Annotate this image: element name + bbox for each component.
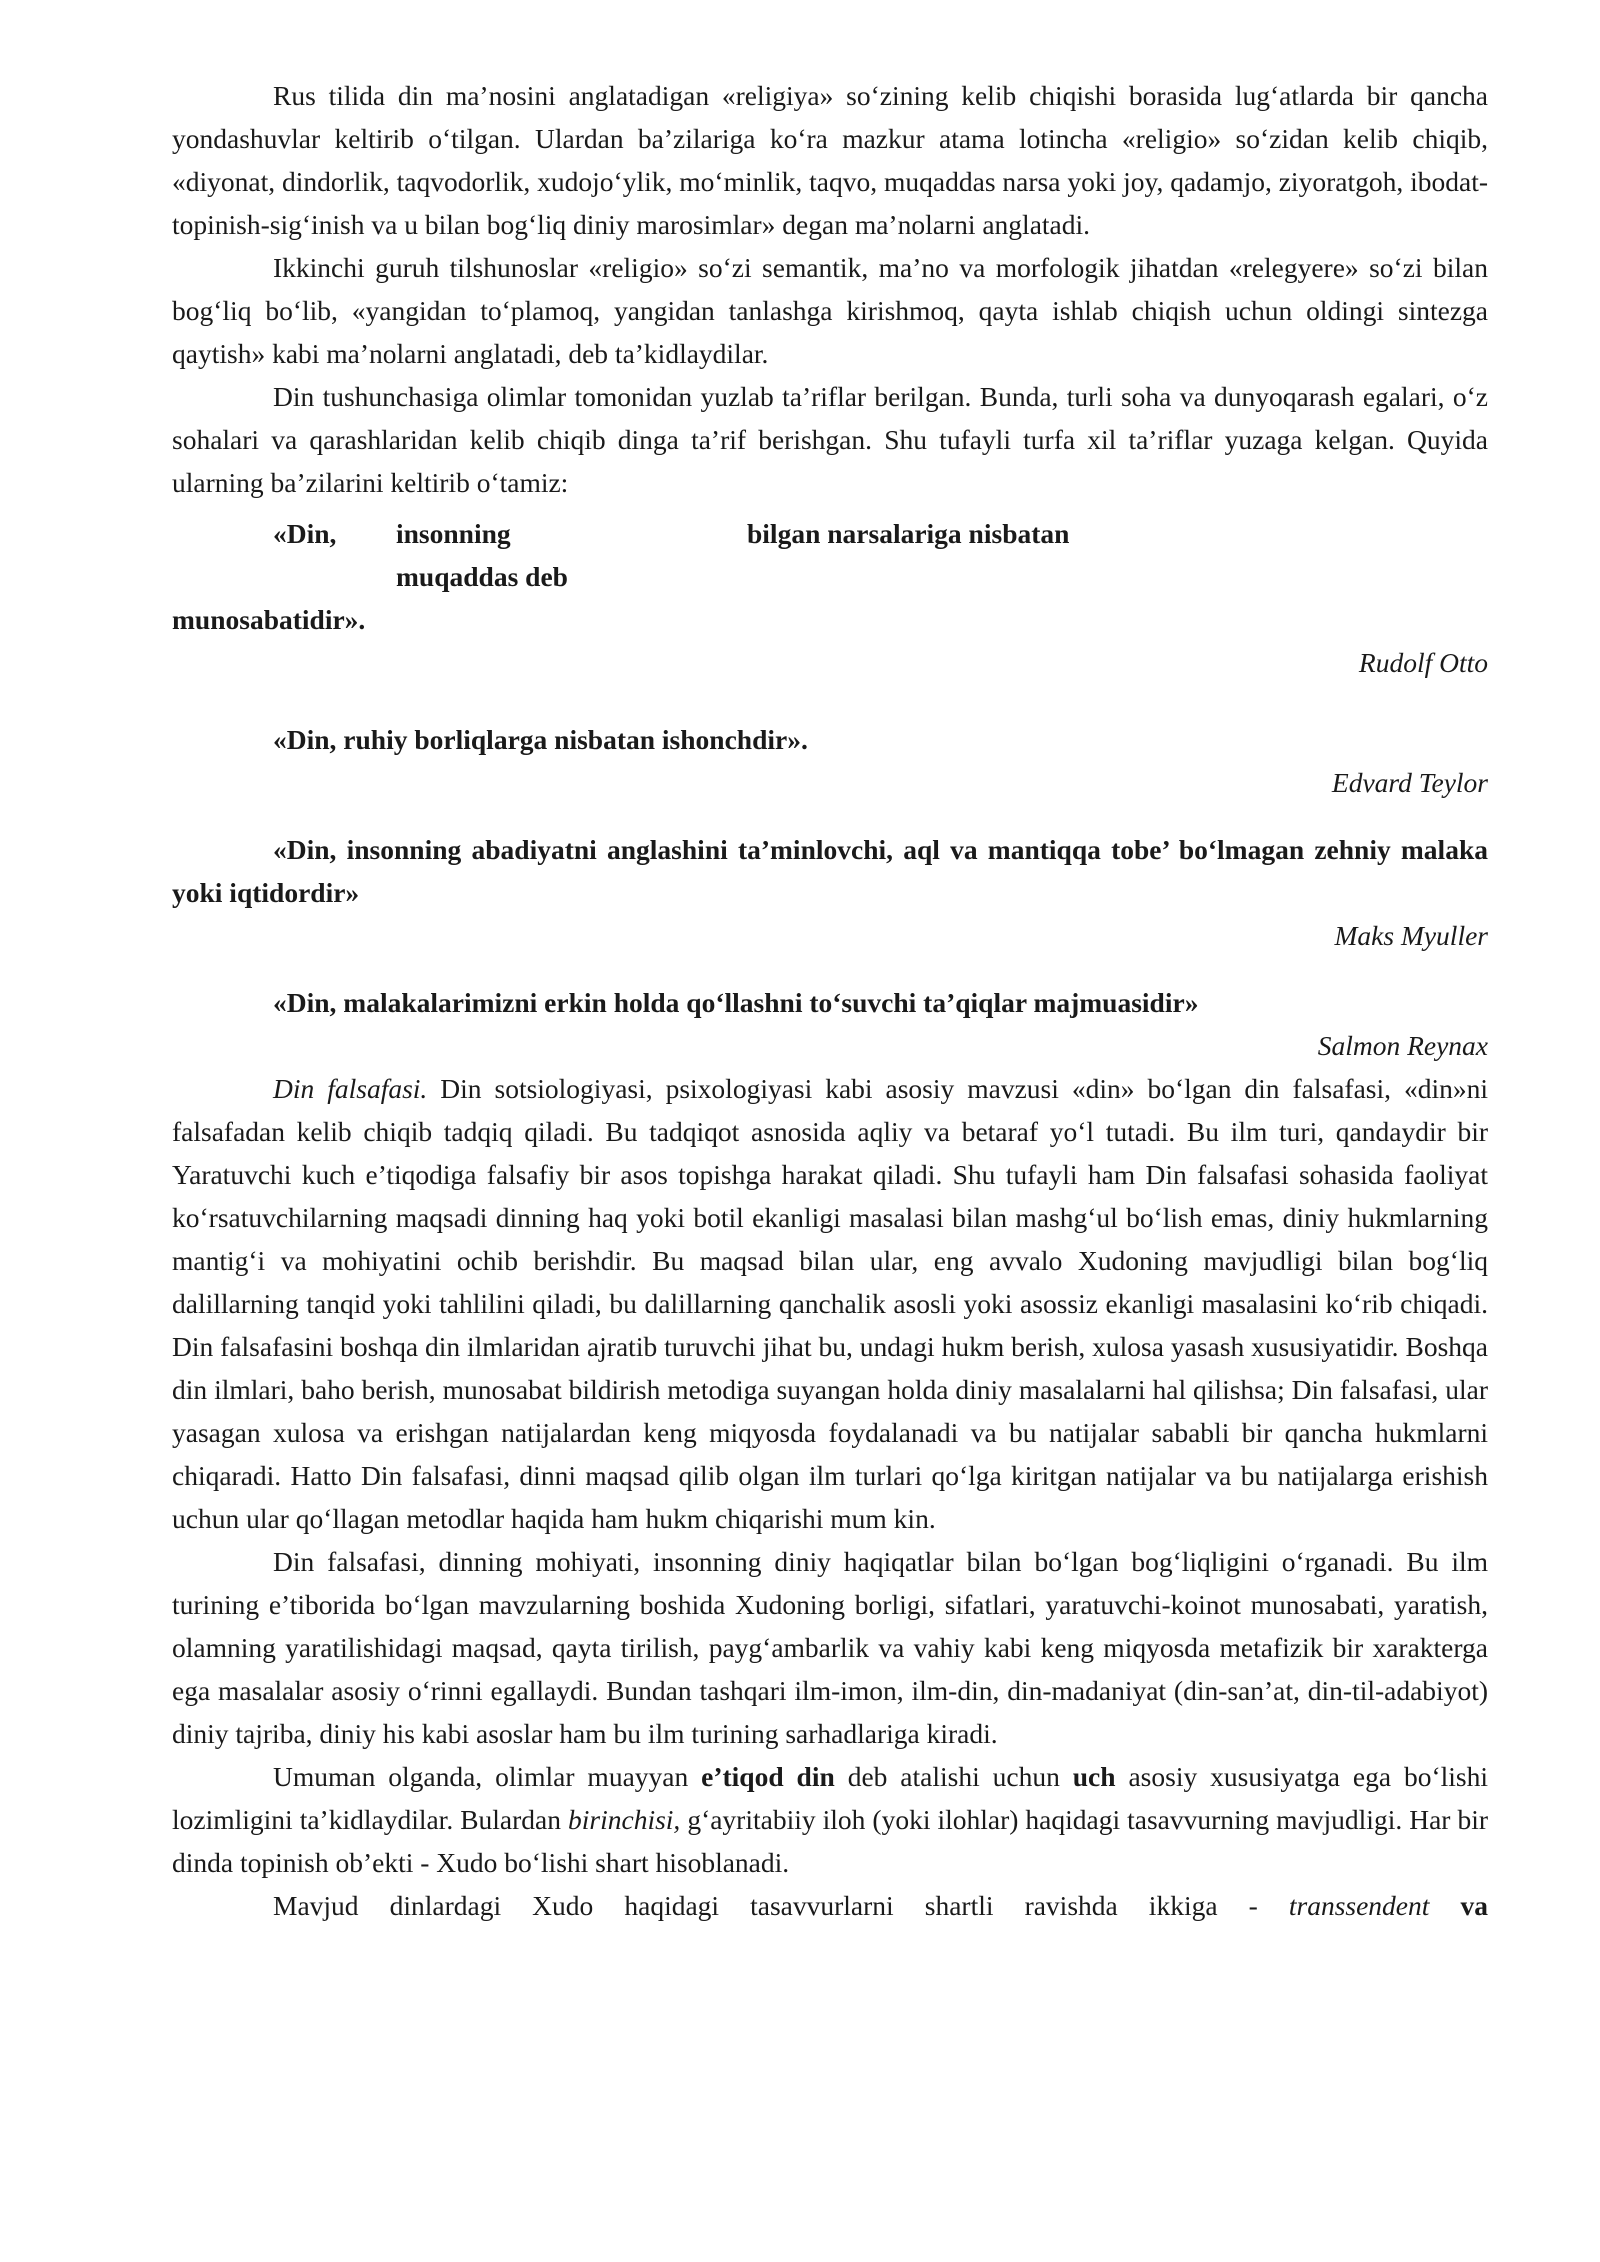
din-falsafasi-body: Din sotsiologiyasi, psixologiyasi kabi asosiy mavzusi «din» bo‘lgan din falsafasi, «din»ni falsafadan kelib chiqib tadqiq qiladi. Bu tadqiqot asnosida aqliy va betaraf yo‘l tutadi. Bu ilm turi, qandaydir bir Yaratuvchi kuch e’tiqodiga falsafiy bir asos topishga harakat qiladi. Shu tufayli ham Din falsafasi sohasida faoliyat ko‘rsatuvchilarning maqsadi dinning haq yoki botil ekanligi masalasi bilan mashg‘ul bo‘lish emas, diniy hukmlarning mantig‘i va mohiyatini ochib berishdir. Bu maqsad bilan ular, eng avvalo Xudoning mavjudligi bilan bog‘liq dalillarning tanqid yoki tahlilini qiladi, bu dalillarning qanchalik asosli yoki asossiz ekanligi masalasini ko‘rib chiqadi. Din falsafasini boshqa din ilmlaridan ajratib turuvchi jihat bu, undagi hukm berish, xulosa yasash xususiyatidir. Boshqa din ilmlari, baho berish, munosabat bildirish metodiga suyangan holda diniy masalalarni hal qilishsa; Din falsafasi, ular yasagan xulosa va erishgan natijalardan keng miqyosda foydalanadi va bu natijalar sababli bir qancha hukmlarni chiqaradi. Hatto Din falsafasi, dinni maqsad qilib olgan ilm turlari qo‘lga kiritgan natijalar va bu natijalarga erishish uchun ular qo‘llagan metodlar haqida ham hukm chiqarishi mum kin. bbox=[172, 1073, 1489, 1534]
quote-author-teylor: Edvard Teylor bbox=[1331, 767, 1488, 798]
three-features-text-e: g‘ayritabiiy iloh (yoki ilohlar) haqidagi tasavvurning mavjudligi. Har bir dinda topinish ob’ekti - Xudo bo‘lishi shart hisoblanadi. bbox=[172, 1804, 1489, 1878]
quote-otto-word2: insonning muqaddas deb bbox=[396, 518, 568, 592]
three-features-text-d: asosiy xususiyatga ega bo‘lishi lozimligini ta’kidlaydilar. Bulardan bbox=[172, 1761, 1488, 1835]
transsendent-italic: transsendent bbox=[1288, 1890, 1430, 1921]
three-features-text-c: deb atalishi uchun bbox=[834, 1761, 1073, 1792]
quote-author-reynax: Salmon Reynax bbox=[1317, 1030, 1488, 1061]
paragraph-definitions-intro: Din tushunchasiga olimlar tomonidan yuzlab ta’riflar berilgan. Bunda, turli soha va dunyoqarash egalari, o‘z sohalari va qarashlaridan kelib chiqib dinga ta’rif berishgan. Shu tufayli turfa xil ta’riflar yuzaga kelgan. Quyida ularning ba’zilarini keltirib o‘tamiz: bbox=[172, 381, 1488, 498]
three-features-text-a: Umuman olganda, olimlar muayyan bbox=[273, 1761, 702, 1792]
quote-author-myuller: Maks Myuller bbox=[1334, 920, 1488, 951]
quote-otto-word1: «Din, bbox=[273, 518, 337, 549]
quote-reynax: «Din, malakalarimizni erkin holda qo‘llashni to‘suvchi ta’qiqlar majmuasidir» bbox=[273, 987, 1199, 1018]
quote-otto-line2: munosabatidir». bbox=[172, 604, 366, 635]
quote-otto-line1 bbox=[172, 512, 1488, 598]
paragraph-din-falsafasi-scope: Din falsafasi, dinning mohiyati, insonning diniy haqiqatlar bilan bo‘lgan bog‘liqligini o‘rganadi. Bu ilm turining e’tiborida bo‘lgan mavzularning boshida Xudoning borligi, sifatlari, yaratuvchi-koinot munosabati, yaratish, olamning yaratilishidagi maqsad, qayta tirilish, payg‘ambarlik va vahiy kabi keng miqyosda metafizik bir xarakterga ega masalalar asosiy o‘rinni egallaydi. Bundan tashqari ilm-imon, ilm-din, din-madaniyat (din-san’at, din-til-adabiyot) diniy tajriba, diniy his kabi asoslar ham bu ilm turining sarhadlariga kiradi. bbox=[172, 1546, 1488, 1749]
quote-otto-word3: bilgan narsalariga nisbatan bbox=[747, 518, 1070, 549]
birinchisi-italic: birinchisi, bbox=[568, 1804, 681, 1835]
paragraph-relegyere: Ikkinchi guruh tilshunoslar «religio» so‘zi semantik, ma’no va morfologik jihatdan «relegyere» so‘zi bilan bog‘liq bo‘lib, «yangidan to‘plamoq, yangidan tanlashga kirishmoq, qayta ishlab chiqish uchun oldingi sintezga qaytish» kabi ma’nolarni anglatadi, deb ta’kidlaydilar. bbox=[172, 252, 1488, 369]
quote-teylor: «Din, ruhiy borliqlarga nisbatan ishonchdir». bbox=[273, 724, 808, 755]
paragraph-three-features bbox=[172, 1755, 1488, 1884]
din-falsafasi-lead: Din falsafasi. bbox=[273, 1073, 428, 1104]
paragraph-din-falsafasi bbox=[172, 1067, 1488, 1540]
etiqod-din-bold: e’tiqod din bbox=[701, 1761, 835, 1792]
paragraph-transsendent bbox=[172, 1884, 1488, 1927]
transsendent-text-a: Mavjud dinlardagi Xudo haqidagi tasavvurlarni shartli ravishda ikkiga - bbox=[273, 1890, 1289, 1921]
va-bold: va bbox=[1429, 1890, 1488, 1921]
uch-bold: uch bbox=[1072, 1761, 1116, 1792]
document-page bbox=[172, 74, 1488, 1927]
quote-author-otto: Rudolf Otto bbox=[1358, 647, 1488, 678]
paragraph-religiya-etymology: Rus tilida din ma’nosini anglatadigan «religiya» so‘zining kelib chiqishi borasida lug‘atlarda bir qancha yondashuvlar keltirib o‘tilgan. Ulardan ba’zilariga ko‘ra mazkur atama lotincha «religio» so‘zidan kelib chiqib, «diyonat, dindorlik, taqvodorlik, xudojo‘ylik, mo‘minlik, taqvo, muqaddas narsa yoki joy, qadamjo, ziyoratgoh, ibodat-topinish-sig‘inish va u bilan bog‘liq diniy marosimlar» degan ma’nolarni anglatadi. bbox=[172, 80, 1488, 240]
quote-myuller: «Din, insonning abadiyatni anglashini ta’minlovchi, aql va mantiqqa tobe’ bo‘lmagan zehniy malaka yoki iqtidordir» bbox=[172, 834, 1488, 908]
